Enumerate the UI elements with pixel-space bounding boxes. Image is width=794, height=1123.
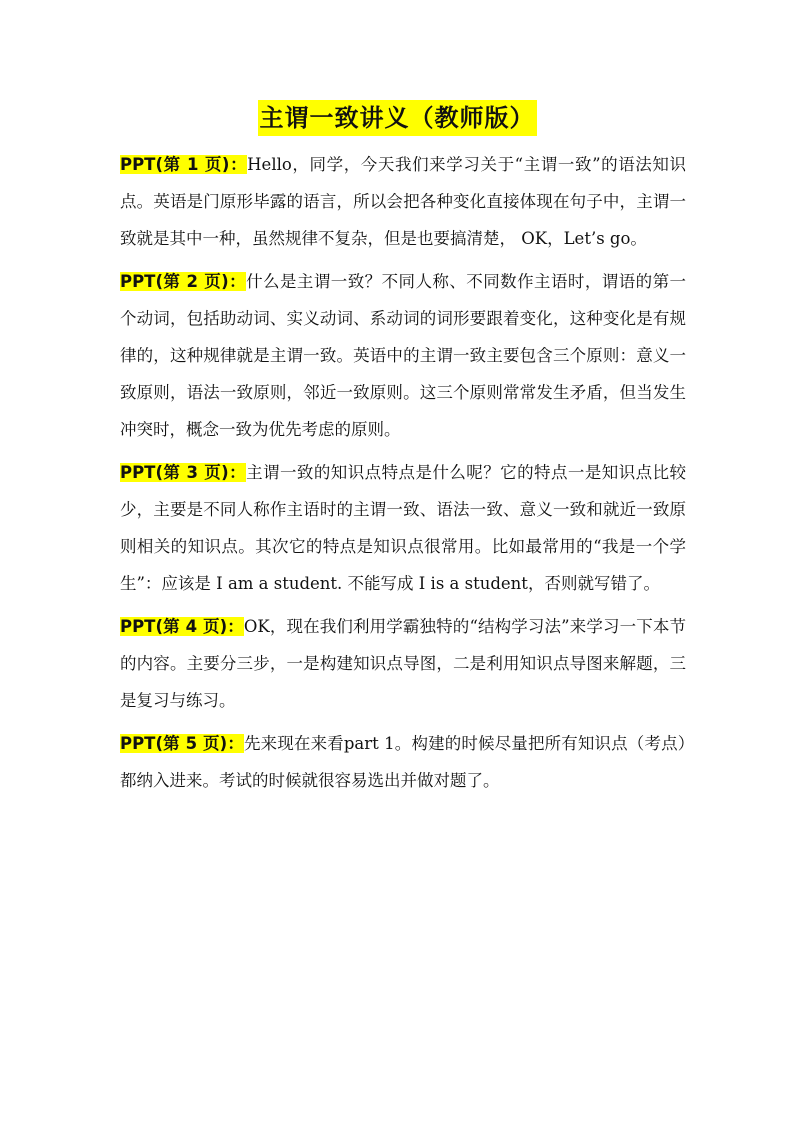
paragraph-text: OK，现在我们利用学霸独特的“结构学习法”来学习一下本节的内容。主要分三步，一是构建知识点导图，二是利用知识点导图来解题，三是复习与练习。 [120,617,686,710]
ppt-label: PPT(第 4 页)： [120,617,244,636]
ppt-label: PPT(第 3 页)： [120,463,247,482]
ppt-label: PPT(第 5 页)： [120,734,244,753]
paragraph-text: Hello，同学，今天我们来学习关于“主谓一致”的语法知识点。英语是门原形毕露的语言，所以会把各种变化直接体现在句子中，主谓一致就是其中一种，虽然规律不复杂，但是也要搞清楚， OK，Let’s go。 [120,155,686,248]
document-title: 主谓一致讲义（教师版） [258,100,537,136]
ppt-label: PPT(第 1 页)： [120,155,248,174]
paragraph-text: 先来现在来看part 1。构建的时候尽量把所有知识点（考点）都纳入进来。考试的时候就很容易选出并做对题了。 [120,734,686,790]
paragraph-ppt-3 [120,454,686,602]
ppt-label: PPT(第 2 页)： [120,272,247,291]
paragraph-ppt-2 [120,263,686,448]
paragraph-text: 主谓一致的知识点特点是什么呢？它的特点一是知识点比较少，主要是不同人称作主语时的主谓一致、语法一致、意义一致和就近一致原则相关的知识点。其次它的特点是知识点很常用。比如最常用的“我是一个学生”：应该是 I am a student. 不能写成 I is a student，否则就写错了。 [120,463,686,593]
paragraph-ppt-5 [120,725,686,799]
paragraph-ppt-1 [120,146,686,257]
document-body [120,146,686,805]
title-container [0,100,794,136]
paragraph-ppt-4 [120,608,686,719]
paragraph-text: 什么是主谓一致？不同人称、不同数作主语时，谓语的第一个动词，包括助动词、实义动词、系动词的词形要跟着变化，这种变化是有规律的，这种规律就是主谓一致。英语中的主谓一致主要包含三个原则：意义一致原则，语法一致原则，邻近一致原则。这三个原则常常发生矛盾，但当发生冲突时，概念一致为优先考虑的原则。 [120,272,686,439]
